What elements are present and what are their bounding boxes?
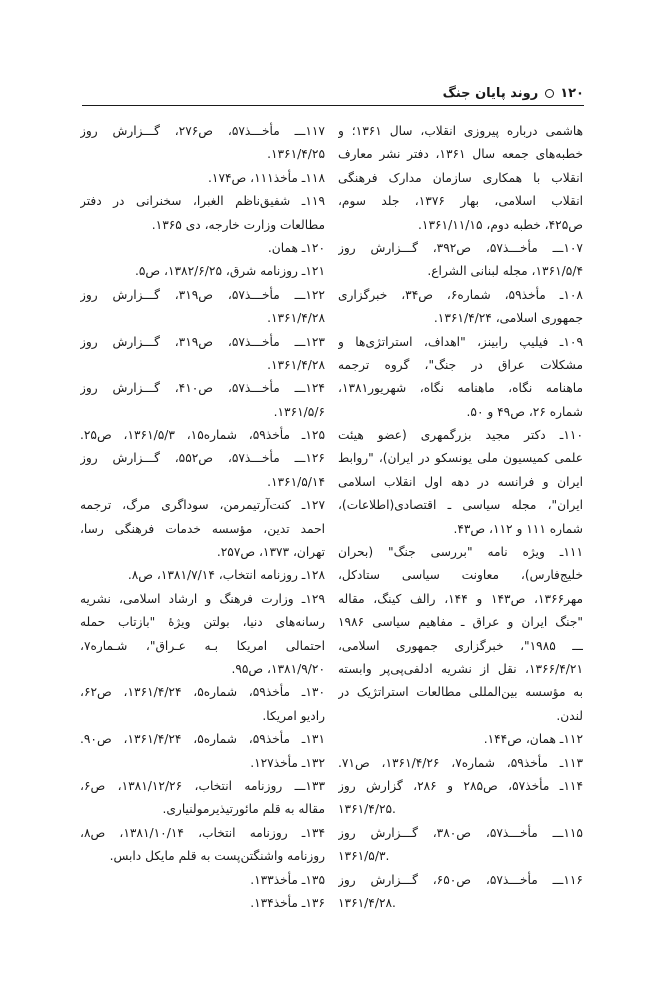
note-line: تهران، ۱۳۷۳، ص۲۵۷. — [216, 545, 325, 560]
note-line: ۱۰۷ـــ مأخـــذ۵۷، ص۳۹۲، گـــزارش روز — [338, 240, 583, 255]
note-line: ۱۱۱ـ ویژه نامه "بررسی جنگ" (بحران — [338, 545, 583, 560]
note-line: مهر۱۳۶۶، ص۱۴۳ و ۱۴۴، رالف کینگ، مقاله — [338, 591, 583, 606]
note-line: ۱۲۰ـ همان. — [267, 240, 325, 255]
note-line: ۱۳۶۱/۵/۶. — [273, 404, 325, 419]
note-line: ایران و فرانسه در دهه اول انقلاب اسلامی — [338, 474, 583, 489]
note-line: مطالعات وزارت خارجه، دی ۱۳۶۵. — [151, 217, 325, 232]
note-line: ماهنامه نگاه، ماهنامه نگاه، شهریور۱۳۸۱، — [338, 381, 583, 396]
note-line: ۱۳۶۱/۴/۲۸. — [267, 311, 325, 326]
endnotes-right-column — [338, 120, 583, 915]
note-line: ـــ ۱۹۸۵"، خبرگزاری جمهوری اسلامی، — [338, 638, 583, 653]
note-line: شماره ۱۱۱ و ۱۱۲، ص۴۳. — [453, 521, 583, 536]
note-line: ۱۳۴ـ روزنامه انتخاب، ۱۳۸۱/۱۰/۱۴، ص۸، — [80, 825, 325, 840]
note-line: ص۴۲۵، خطبه دوم، ۱۳۶۱/۱۱/۱۵. — [418, 217, 583, 232]
note-line: ۱۱۴ـ مأخذ۵۷، ص۲۸۵ و ۲۸۶، گزارش روز — [338, 778, 583, 793]
running-title: روند پایان جنگ — [442, 85, 539, 101]
note-line: ۱۱۳ـ مأخذ۵۹، شماره۷، ۱۳۶۱/۴/۲۶، ص۷۱. — [338, 755, 583, 770]
note-line: ۱۱۵ـــ مأخـــذ۵۷، ص۳۸۰، گـــزارش روز — [338, 825, 583, 840]
note-line: ۱۲۱ـ روزنامه شرق، ۱۳۸۲/۶/۲۵، ص۵. — [135, 264, 325, 279]
note-line: ۱۳۱ـ مأخذ۵۹، شماره۵، ۱۳۶۱/۴/۲۴، ص۹۰. — [80, 732, 325, 747]
header-rule — [82, 105, 584, 106]
note-line: ۱۱۷ـــ مأخـــذ۵۷، ص۲۷۶، گـــزارش روز — [80, 124, 325, 138]
note-line: ۱۰۸ـ مأخذ۵۹، شماره۶، ص۳۴، خبرگزاری — [338, 287, 583, 302]
note-line: به مؤسسه بین‌المللی مطالعات استراتژیک در — [338, 685, 583, 700]
note-line: مقاله به قلم مائورتیذیرمولنیاری. — [162, 802, 325, 817]
note-line: رادیو امریکا. — [262, 708, 325, 723]
note-line: ۱۱۸ـ مأخذ۱۱۱، ص۱۷۴. — [208, 170, 325, 185]
note-line: ۱۳۸۱/۹/۲۰، ص۹۵. — [231, 661, 325, 676]
page-number: ۱۲۰ — [560, 85, 584, 101]
note-line: علمی کمیسیون ملی یونسکو در ایران)، "روابط — [338, 451, 583, 466]
note-line: ۱۳۶۶/۴/۲۱، نقل از نشریه ادلفی‌پی‌پر وابسته — [338, 661, 583, 676]
note-line: خلیج‌فارس)، معاونت سیاسی ستادکل، — [338, 568, 583, 583]
note-line: ۱۱۶ـــ مأخـــذ۵۷، ص۶۵۰، گـــزارش روز — [338, 872, 583, 887]
note-line: ۱۲۷ـ کنت‌آرتیمرمن، سوداگری مرگ، ترجمه — [80, 498, 325, 513]
note-line: ۱۱۰ـ دکتر مجید بزرگمهری (عضو هیئت — [338, 428, 583, 443]
note-line: "جنگ ایران و عراق ـ مفاهیم سیاسی ۱۹۸۶ — [338, 615, 583, 630]
note-line: ۱۳۵ـ مأخذ۱۳۳. — [250, 872, 325, 887]
note-line: ۱۳۶۱/۴/۲۵. — [267, 147, 325, 162]
note-line: ۱۲۹ـ وزارت فرهنگ و ارشاد اسلامی، نشریه — [80, 591, 325, 606]
note-line: ۱۳۶۱/۵/۱۴. — [267, 474, 325, 489]
note-line: ۱۳۶۱/۵/۴، مجله لبنانی الشراع. — [427, 264, 583, 279]
note-line: رسانه‌های دنیا، بولتن ویژۀ "بازتاب حمله — [80, 615, 325, 630]
note-line: ۱۲۶ـــ مأخـــذ۵۷، ص۵۵۲، گـــزارش روز — [80, 451, 325, 466]
note-line: ۱۳۲ـ مأخذ۱۲۷. — [250, 755, 325, 770]
note-line: لندن. — [556, 708, 583, 723]
note-line: ایران"، مجله سیاسی ـ اقتصادی(اطلاعات)، — [338, 498, 583, 513]
endnotes-left-column — [80, 120, 325, 915]
note-line: ۱۲۳ـــ مأخـــذ۵۷، ص۳۱۹، گـــزارش روز — [80, 334, 325, 349]
note-line: ۱۳۶۱/۴/۲۵. — [338, 802, 396, 817]
note-line: انقلاب اسلامی، بهار ۱۳۷۶، جلد سوم، — [338, 194, 583, 209]
note-line: ۱۰۹ـ فیلیپ رابینز، "اهداف، استراتژی‌ها و — [338, 334, 583, 349]
note-line: مشکلات عراق در جنگ"، گروه ترجمه — [338, 357, 583, 372]
note-line: ۱۳۰ـ مأخذ۵۹، شماره۵، ۱۳۶۱/۴/۲۴، ص۶۲، — [80, 685, 325, 700]
note-line: ۱۲۵ـ مأخذ۵۹، شماره۱۵، ۱۳۶۱/۵/۳، ص۲۵. — [80, 428, 325, 443]
note-line: ۱۲۴ـــ مأخـــذ۵۷، ص۴۱۰، گـــزارش روز — [80, 381, 325, 396]
note-line: ۱۲۸ـ روزنامه انتخاب، ۱۳۸۱/۷/۱۴، ص۸. — [127, 568, 325, 583]
note-line: روزنامه واشنگتن‌پست به قلم مایکل دابس. — [109, 849, 325, 864]
note-line: ۱۲۲ـــ مأخـــذ۵۷، ص۳۱۹، گـــزارش روز — [80, 287, 325, 302]
note-line: ۱۳۶۱/۵/۳. — [338, 849, 390, 864]
note-line: احمد تدین، مؤسسه خدمات فرهنگی رسا، — [80, 521, 325, 536]
note-line: ۱۱۹ـ شفیق‌ناظم الغبرا، سخنرانی در دفتر — [80, 194, 325, 209]
note-line: ۱۳۶ـ مأخذ۱۳۴. — [250, 895, 325, 910]
note-line: انقلاب با همکاری سازمان مدارک فرهنگی — [338, 170, 583, 185]
note-line: هاشمی درباره پیروزی انقلاب، سال ۱۳۶۱؛ و — [338, 124, 583, 138]
note-line: ۱۳۶۱/۴/۲۸. — [338, 895, 396, 910]
running-header — [82, 84, 584, 102]
circle-ornament-icon — [545, 89, 554, 98]
note-line: جمهوری اسلامی، ۱۳۶۱/۴/۲۴. — [433, 311, 583, 326]
note-line: خطبه‌های جمعه سال ۱۳۶۱، دفتر نشر معارف — [338, 147, 583, 162]
note-line: ۱۳۶۱/۴/۲۸. — [267, 357, 325, 372]
note-line: ۱۱۲ـ همان، ص۱۴۴. — [483, 732, 583, 747]
note-line: احتمالی امریکا بـه عـراق"، شـماره۷، — [80, 638, 325, 653]
note-line: شماره ۲۶، ص۴۹ و ۵۰. — [466, 404, 583, 419]
note-line: ۱۳۳ـــ روزنامه انتخاب، ۱۳۸۱/۱۲/۲۶، ص۶، — [80, 778, 325, 793]
